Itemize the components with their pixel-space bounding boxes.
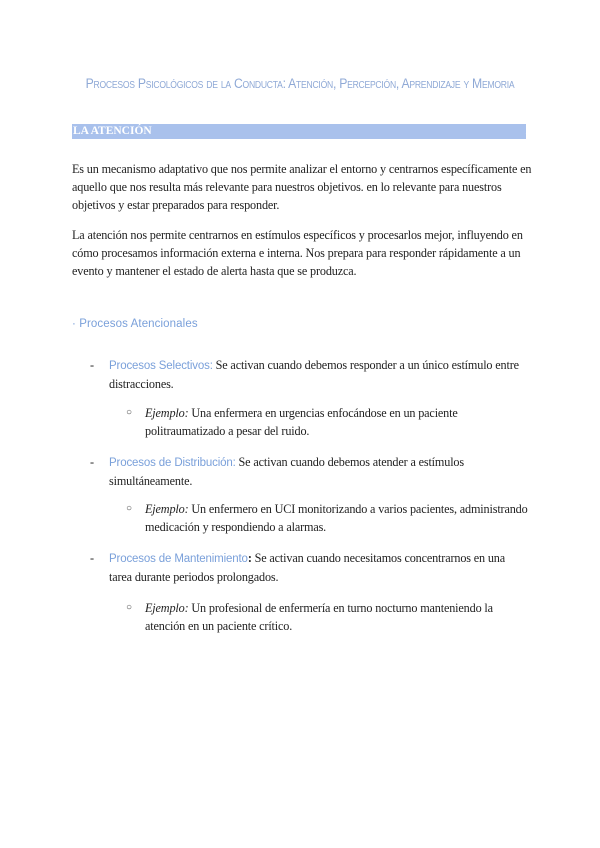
term-label: Procesos de Distribución: [109,457,236,469]
circle-bullet-icon: ○ [126,503,132,514]
term-label: Procesos Selectivos: [109,360,213,372]
term-description: Se activan cuando debemos responder a un único estímulo entre distracciones. [109,358,519,391]
section-title: LA ATENCIÓN [73,125,152,137]
example-label: Ejemplo: [145,406,189,420]
dash-bullet: - [90,358,94,372]
term-description: Se activan cuando debemos atender a estímulos simultáneamente. [109,455,464,488]
term-description: Se activan cuando necesitamos concentrarnos en una tarea durante periodos prolongados. [109,551,505,584]
example-text: Un profesional de enfermería en turno nocturno manteniendo la atención en un paciente crítico. [145,601,493,634]
dash-bullet: - [90,455,94,469]
example-body [145,500,535,537]
paragraph-2: La atención nos permite centrarnos en estímulos específicos y procesarlos mejor, influyendo en cómo procesamos información externa e interna. Nos prepara para responder rápidamente a un evento y mantener el estado de alerta hasta que se produzca. [72,228,523,279]
list-item-body [109,357,529,393]
term-colon: : [247,551,252,565]
term-label: Procesos de Mantenimiento [109,553,248,565]
circle-bullet-icon: ○ [126,602,132,613]
paragraph-1: Es un mecanismo adaptativo que nos permite analizar el entorno y centrarnos específicamente en aquello que nos resulta más relevante para nuestros objetivos. en lo relevante para nuestros objetivos y estar preparados para responder. [72,162,532,213]
example-label: Ejemplo: [145,502,189,516]
page-title: Procesos Psicológicos de la Conducta: Atención, Percepción, Aprendizaje y Memoria [85,76,515,92]
section-bar-mark: . [525,125,528,137]
list-item-body [109,454,529,490]
list-item-body [109,550,529,586]
example-label: Ejemplo: [145,601,189,615]
subheading: · Procesos Atencionales [72,318,198,330]
example-text: Una enfermera en urgencias enfocándose en un paciente politraumatizado a pesar del ruido. [145,406,458,439]
example-body [145,404,535,441]
dash-bullet: - [90,551,94,565]
circle-bullet-icon: ○ [126,407,132,418]
example-body [145,599,535,636]
example-text: Un enfermero en UCI monitorizando a varios pacientes, administrando medicación y respondiendo a alarmas. [145,502,528,535]
section-header-bar [72,124,526,139]
